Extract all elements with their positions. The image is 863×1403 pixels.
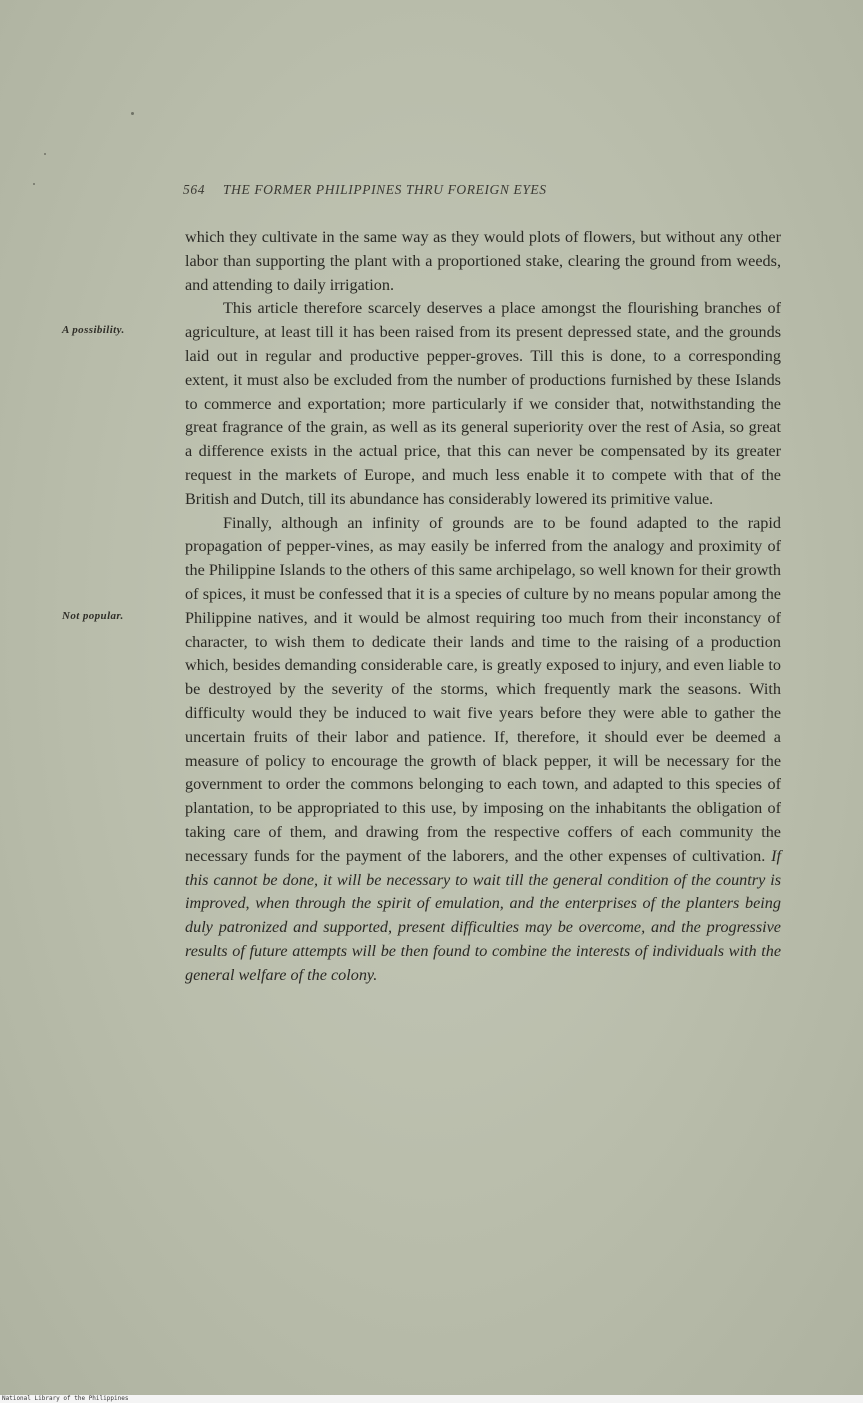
speck-3: [33, 183, 35, 185]
paragraph-not-popular-italic: If this cannot be done, it will be necessary to wait till the general condition of the country is improved, when through the spirit of emulation, and the enterprises of the planters being duly patronized and supported, present difficulties may be overcome, and the progressive results of future attempts will be then found to combine the interests of individuals with the general welfare of the colony.: [185, 846, 781, 984]
paragraph-not-popular: [185, 512, 781, 988]
body-text: [185, 226, 781, 988]
paragraph-possibility: This article therefore scarcely deserves a place amongst the flourishing branches of agriculture, at least till it has been raised from its present depressed state, and the grounds laid out in regular and productive pepper-groves. Till this is done, to a corresponding extent, it must also be excluded from the number of productions furnished by these Islands to commerce and exportation; more particularly if we consider that, notwithstanding the great fragrance of the grain, as well as its general superiority over the rest of Asia, so great a difference exists in the actual price, that this can never be compensated by its greater request in the markets of Europe, and much less enable it to compete with that of the British and Dutch, till its abundance has considerably lowered its primitive value.: [185, 299, 781, 508]
running-head: [183, 182, 743, 198]
paragraph-not-popular-roman: Finally, although an infinity of grounds are to be found adapted to the rapid propagation of pepper-vines, as may easily be inferred from the analogy and proximity of the Philippine Islands to the others of this same archipelago, so well known for their growth of spices, it must be confessed that it is a species of culture by no means popular among the Philippine natives, and it would be almost requiring too much from their inconstancy of character, to wish them to dedicate their lands and time to the raising of a production which, besides demanding considerable care, is greatly exposed to injury, and even liable to be destroyed by the severity of the storms, which frequently mark the seasons. With difficulty would they be induced to wait five years before they were able to gather the uncertain fruits of their labor and patience. If, therefore, it should ever be deemed a measure of policy to encourage the growth of black pepper, it will be necessary for the government to order the commons belonging to each town, and adapted to this species of plantation, to be appropriated to this use, by imposing on the inhabitants the obligation of taking care of them, and drawing from the respective coffers of each community the necessary funds for the payment of the laborers, and the other expenses of cultivation.: [185, 513, 781, 865]
page-number: 564: [183, 182, 206, 197]
speck-1: [131, 112, 134, 115]
paragraph-continuation: which they cultivate in the same way as they would plots of flowers, but without any other labor than supporting the plant with a proportioned stake, clearing the ground from weeds, and attending to daily irrigation.: [185, 228, 781, 294]
speck-2: [44, 153, 46, 155]
footer-strip: [0, 1395, 863, 1403]
footer-credit: National Library of the Philippines: [2, 1395, 129, 1402]
running-title: THE FORMER PHILIPPINES THRU FOREIGN EYES: [223, 182, 547, 197]
margin-note-not-popular: Not popular.: [62, 610, 124, 622]
margin-note-possibility: A possibility.: [62, 324, 125, 336]
